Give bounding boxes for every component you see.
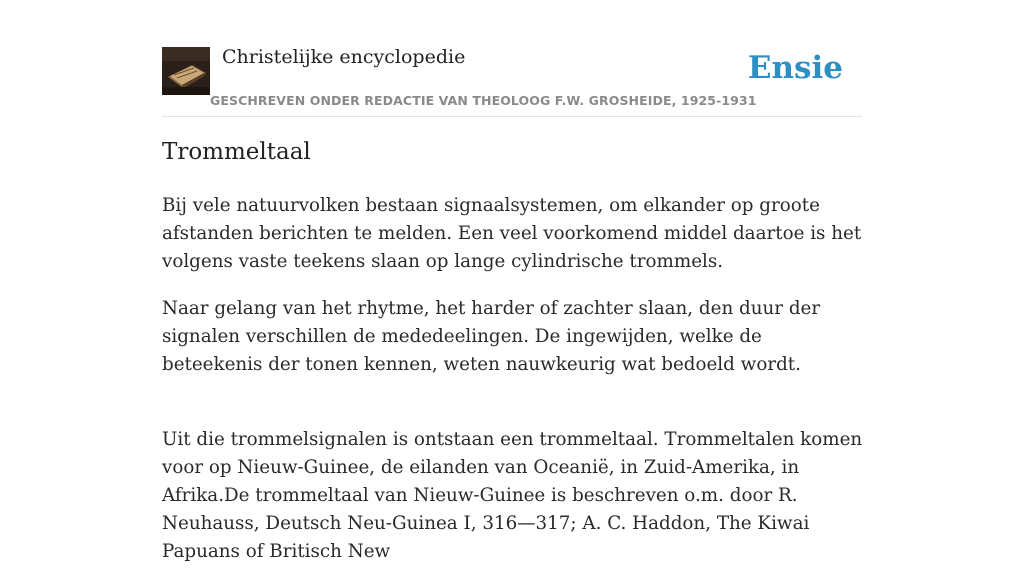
brand-logo[interactable]: Ensie bbox=[747, 50, 843, 86]
article-body bbox=[162, 192, 868, 585]
site-header bbox=[162, 46, 862, 117]
site-subtitle: GESCHREVEN ONDER REDACTIE VAN THEOLOOG F.W. GROSHEIDE, 1925-1931 bbox=[210, 93, 757, 108]
article-paragraph: Uit die trommelsignalen is ontstaan een trommeltaal. Trommeltalen komen voor op Nieuw-Guinee, de eilanden van Oceanië, in Zuid-Amerika, in Afrika.De trommeltaal van Nieuw-Guinee is beschreven o.m. door R. Neuhauss, Deutsch Neu-Guinea I, 316—317; A. C. Haddon, The Kiwai Papuans of Britisch New bbox=[162, 429, 863, 562]
site-name[interactable]: Christelijke encyclopedie bbox=[222, 46, 466, 68]
article-paragraph: Bij vele natuurvolken bestaan signaalsystemen, om elkander op groote afstanden berichten te melden. Een veel voorkomend middel daartoe is het volgens vaste teekens slaan op lange cylindrische trommels. bbox=[162, 195, 862, 272]
article-title: Trommeltaal bbox=[162, 139, 311, 165]
article-paragraph: Naar gelang van het rhytme, het harder of zachter slaan, den duur der signalen verschillen de mededeelingen. De ingewijden, welke de beteekenis der tonen kennen, weten nauwkeurig wat bedoeld wordt. bbox=[162, 298, 821, 375]
book-avatar-icon[interactable] bbox=[162, 47, 210, 95]
